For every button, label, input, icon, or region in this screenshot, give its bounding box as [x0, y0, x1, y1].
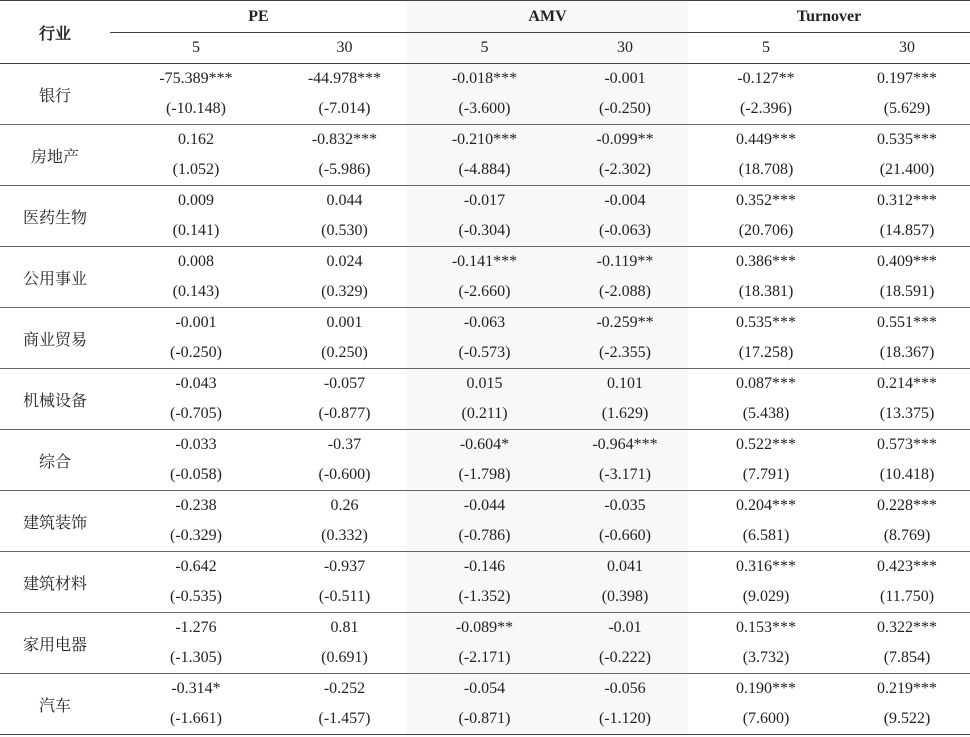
- tstat-cell: (-0.329): [110, 521, 282, 552]
- table-row: [0, 308, 970, 339]
- tstat-cell: (5.629): [844, 94, 970, 125]
- coef-cell: -0.054: [407, 674, 562, 705]
- tstat-cell: (-7.014): [282, 94, 407, 125]
- coef-cell: -0.043: [175, 375, 217, 392]
- tstat-cell: (8.769): [844, 521, 970, 552]
- coef-cell: 0.190***: [736, 680, 797, 697]
- industry-cell: 医药生物: [0, 186, 110, 247]
- coef-cell: -0.099**: [562, 125, 688, 156]
- tstat-cell: (3.732): [688, 643, 844, 674]
- table-row: [0, 704, 970, 735]
- coef-cell: 0.204***: [736, 497, 797, 514]
- coef-cell: 0.214***: [877, 375, 938, 392]
- table-row: [0, 94, 970, 125]
- coef-cell: 0.044: [326, 192, 363, 209]
- tstat-cell: (-1.120): [562, 704, 688, 735]
- coef-cell: 0.101: [562, 369, 688, 400]
- tstat-cell: (18.708): [688, 155, 844, 186]
- table-row: [0, 399, 970, 430]
- table-row: [0, 430, 970, 461]
- coef-cell: -0.642: [175, 558, 217, 575]
- window-header: 5: [110, 33, 282, 64]
- coef-cell: 0.087***: [736, 375, 797, 392]
- coef-cell: 0.009: [178, 192, 214, 209]
- tstat-cell: (0.332): [282, 521, 407, 552]
- coef-cell: -0.001: [562, 64, 688, 95]
- table-row: [0, 247, 970, 278]
- coef-cell: 0.041: [562, 552, 688, 583]
- coef-cell: 0.551***: [877, 314, 938, 331]
- tstat-cell: (6.581): [688, 521, 844, 552]
- tstat-cell: (-10.148): [110, 94, 282, 125]
- coef-cell: 0.316***: [736, 558, 797, 575]
- table-row: [0, 521, 970, 552]
- coef-cell: -0.252: [323, 680, 366, 697]
- table-row: [0, 552, 970, 583]
- coef-cell: 0.024: [326, 253, 363, 270]
- industry-cell: 机械设备: [0, 369, 110, 430]
- tstat-cell: (-3.600): [407, 94, 562, 125]
- coef-cell: -0.004: [562, 186, 688, 217]
- window-header: 30: [562, 33, 688, 64]
- industry-cell: 公用事业: [0, 247, 110, 308]
- group-header-pe: PE: [110, 1, 407, 33]
- coef-cell: 0.197***: [877, 70, 938, 87]
- coef-cell: 0.522***: [736, 436, 797, 453]
- industry-cell: 综合: [0, 430, 110, 491]
- tstat-cell: (13.375): [844, 399, 970, 430]
- coef-cell: -0.127**: [737, 70, 795, 87]
- tstat-cell: (7.791): [688, 460, 844, 491]
- coef-cell: -44.978***: [307, 70, 382, 87]
- tstat-cell: (-0.250): [110, 338, 282, 369]
- tstat-cell: (21.400): [844, 155, 970, 186]
- tstat-cell: (1.052): [110, 155, 282, 186]
- industry-cell: 商业贸易: [0, 308, 110, 369]
- coef-cell: -0.035: [562, 491, 688, 522]
- tstat-cell: (9.029): [688, 582, 844, 613]
- coef-cell: -0.001: [175, 314, 217, 331]
- coef-cell: -0.018***: [407, 64, 562, 95]
- tstat-cell: (-0.511): [282, 582, 407, 613]
- coef-cell: -0.056: [562, 674, 688, 705]
- industry-cell: 家用电器: [0, 613, 110, 674]
- tstat-cell: (-1.305): [110, 643, 282, 674]
- group-header-amv: AMV: [407, 1, 688, 33]
- coef-cell: 0.322***: [877, 619, 938, 636]
- coef-cell: -0.37: [327, 436, 362, 453]
- table-row: [0, 460, 970, 491]
- coef-cell: -75.389***: [159, 70, 233, 87]
- tstat-cell: (18.367): [844, 338, 970, 369]
- table-row: [0, 674, 970, 705]
- coef-cell: -0.089**: [407, 613, 562, 644]
- coef-cell: 0.535***: [877, 131, 938, 148]
- industry-header: 行业: [0, 1, 110, 64]
- coef-cell: 0.008: [178, 253, 214, 270]
- coef-cell: -0.01: [562, 613, 688, 644]
- industry-cell: 银行: [0, 64, 110, 125]
- coef-cell: -0.259**: [562, 308, 688, 339]
- header-row-windows: [0, 33, 970, 64]
- table-body: [0, 64, 970, 735]
- tstat-cell: (20.706): [688, 216, 844, 247]
- tstat-cell: (-0.250): [562, 94, 688, 125]
- tstat-cell: (0.530): [282, 216, 407, 247]
- table-row: [0, 643, 970, 674]
- table-row: [0, 216, 970, 247]
- tstat-cell: (-0.304): [407, 216, 562, 247]
- tstat-cell: (-1.457): [282, 704, 407, 735]
- coef-cell: 0.015: [407, 369, 562, 400]
- tstat-cell: (-0.222): [562, 643, 688, 674]
- table-row: [0, 155, 970, 186]
- industry-cell: 房地产: [0, 125, 110, 186]
- tstat-cell: (-0.705): [110, 399, 282, 430]
- coef-cell: 0.352***: [736, 192, 797, 209]
- tstat-cell: (-2.171): [407, 643, 562, 674]
- tstat-cell: (7.854): [844, 643, 970, 674]
- table-row: [0, 369, 970, 400]
- header-row-groups: [0, 1, 970, 33]
- coef-cell: -0.057: [323, 375, 366, 392]
- tstat-cell: (-3.171): [562, 460, 688, 491]
- tstat-cell: (0.398): [562, 582, 688, 613]
- tstat-cell: (11.750): [844, 582, 970, 613]
- tstat-cell: (-0.786): [407, 521, 562, 552]
- tstat-cell: (-0.063): [562, 216, 688, 247]
- table-row: [0, 64, 970, 95]
- table-row: [0, 125, 970, 156]
- tstat-cell: (-0.871): [407, 704, 562, 735]
- tstat-cell: (18.381): [688, 277, 844, 308]
- coef-cell: -0.017: [407, 186, 562, 217]
- window-header: 5: [407, 33, 562, 64]
- tstat-cell: (-1.352): [407, 582, 562, 613]
- coef-cell: -0.964***: [562, 430, 688, 461]
- coef-cell: -1.276: [175, 619, 217, 636]
- tstat-cell: (-0.660): [562, 521, 688, 552]
- industry-cell: 建筑材料: [0, 552, 110, 613]
- tstat-cell: (-4.884): [407, 155, 562, 186]
- tstat-cell: (-0.573): [407, 338, 562, 369]
- tstat-cell: (-1.798): [407, 460, 562, 491]
- tstat-cell: (0.691): [282, 643, 407, 674]
- coef-cell: 0.219***: [877, 680, 938, 697]
- coef-cell: 0.81: [330, 619, 359, 636]
- coef-cell: -0.141***: [407, 247, 562, 278]
- tstat-cell: (-1.661): [110, 704, 282, 735]
- tstat-cell: (-2.396): [688, 94, 844, 125]
- coef-cell: -0.146: [407, 552, 562, 583]
- coef-cell: -0.238: [175, 497, 217, 514]
- coef-cell: 0.153***: [736, 619, 797, 636]
- tstat-cell: (0.211): [407, 399, 562, 430]
- tstat-cell: (7.600): [688, 704, 844, 735]
- coef-cell: -0.044: [407, 491, 562, 522]
- industry-cell: 汽车: [0, 674, 110, 735]
- tstat-cell: (-2.088): [562, 277, 688, 308]
- tstat-cell: (-2.302): [562, 155, 688, 186]
- tstat-cell: (-0.877): [282, 399, 407, 430]
- tstat-cell: (10.418): [844, 460, 970, 491]
- coef-cell: -0.937: [323, 558, 366, 575]
- coef-cell: 0.535***: [736, 314, 797, 331]
- tstat-cell: (-0.535): [110, 582, 282, 613]
- coef-cell: -0.033: [175, 436, 217, 453]
- group-header-turnover: Turnover: [688, 1, 970, 33]
- table-row: [0, 491, 970, 522]
- tstat-cell: (-2.355): [562, 338, 688, 369]
- tstat-cell: (-5.986): [282, 155, 407, 186]
- coef-cell: 0.423***: [877, 558, 938, 575]
- table-row: [0, 338, 970, 369]
- tstat-cell: (17.258): [688, 338, 844, 369]
- tstat-cell: (0.329): [282, 277, 407, 308]
- tstat-cell: (-2.660): [407, 277, 562, 308]
- tstat-cell: (0.143): [110, 277, 282, 308]
- coef-cell: 0.162: [178, 131, 214, 148]
- table-row: [0, 277, 970, 308]
- table-row: [0, 186, 970, 217]
- coef-cell: -0.604*: [407, 430, 562, 461]
- coef-cell: 0.409***: [877, 253, 938, 270]
- table-row: [0, 582, 970, 613]
- coef-cell: -0.119**: [562, 247, 688, 278]
- industry-cell: 建筑装饰: [0, 491, 110, 552]
- window-header: 30: [844, 33, 970, 64]
- tstat-cell: (1.629): [562, 399, 688, 430]
- coef-cell: -0.314*: [171, 680, 221, 697]
- coef-cell: 0.449***: [736, 131, 797, 148]
- tstat-cell: (0.141): [110, 216, 282, 247]
- window-header: 5: [688, 33, 844, 64]
- table-row: [0, 613, 970, 644]
- tstat-cell: (9.522): [844, 704, 970, 735]
- coef-cell: -0.210***: [407, 125, 562, 156]
- window-header: 30: [282, 33, 407, 64]
- tstat-cell: (-0.600): [282, 460, 407, 491]
- tstat-cell: (0.250): [282, 338, 407, 369]
- coef-cell: 0.312***: [877, 192, 938, 209]
- coef-cell: 0.228***: [877, 497, 938, 514]
- coef-cell: 0.001: [326, 314, 363, 331]
- tstat-cell: (18.591): [844, 277, 970, 308]
- tstat-cell: (-0.058): [110, 460, 282, 491]
- coef-cell: 0.573***: [877, 436, 938, 453]
- tstat-cell: (14.857): [844, 216, 970, 247]
- coef-cell: 0.26: [330, 497, 359, 514]
- coef-cell: -0.832***: [311, 131, 378, 148]
- coef-cell: -0.063: [407, 308, 562, 339]
- coef-cell: 0.386***: [736, 253, 797, 270]
- tstat-cell: (5.438): [688, 399, 844, 430]
